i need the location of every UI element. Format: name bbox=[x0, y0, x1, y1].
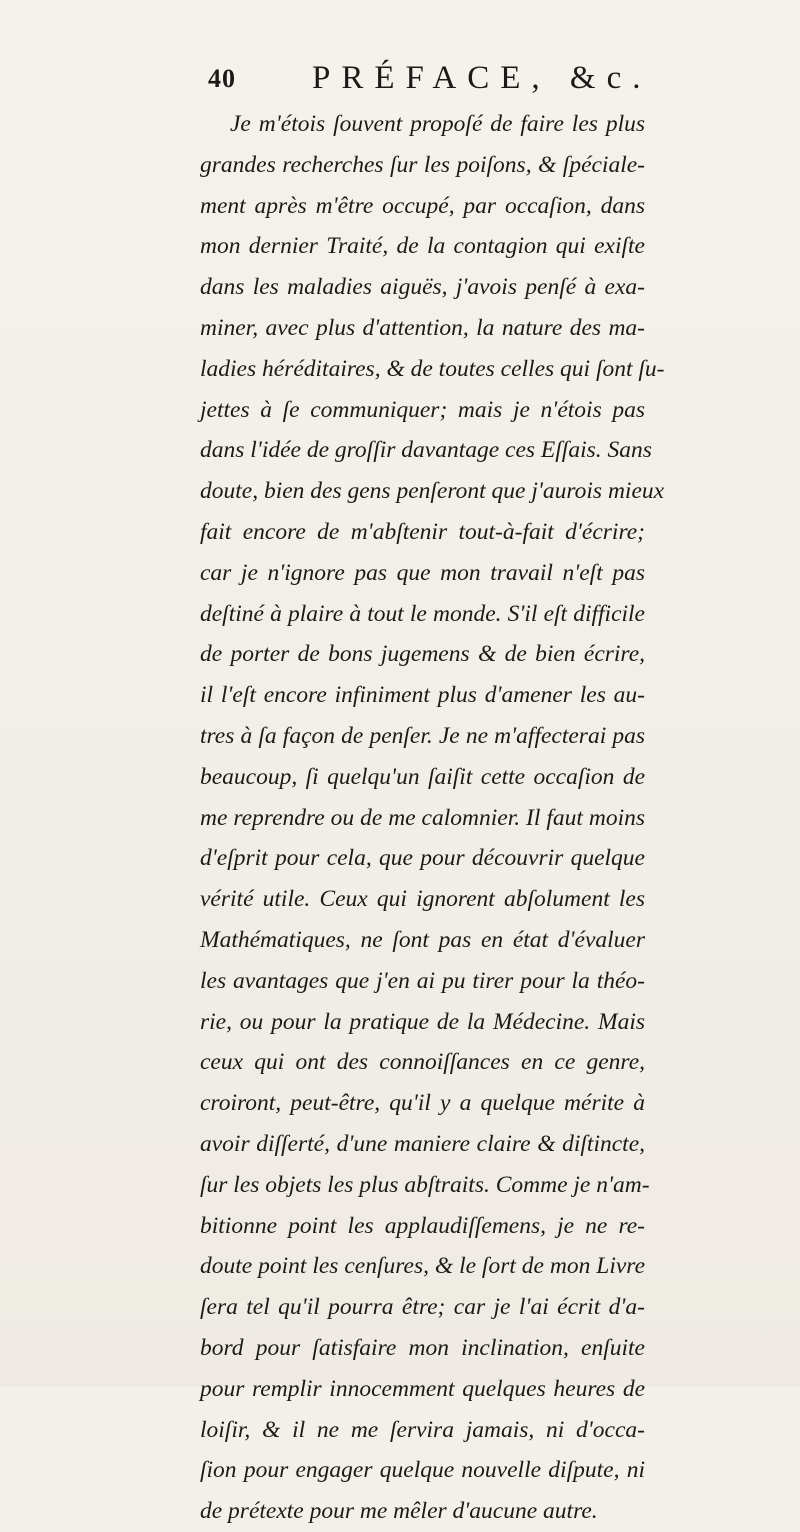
running-head bbox=[208, 60, 688, 104]
text-line: beaucoup, ſi quelqu'un ſaiſit cette occaſion de bbox=[200, 763, 645, 790]
text-line: d'eſprit pour cela, que pour découvrir quelque bbox=[200, 845, 645, 872]
text-line: de porter de bons jugemens & de bien écrire, bbox=[200, 641, 645, 668]
text-line: rie, ou pour la pratique de la Médecine. Mais bbox=[200, 1008, 645, 1035]
text-line: ſion pour engager quelque nouvelle diſpute, ni bbox=[200, 1457, 645, 1484]
text-line: ceux qui ont des connoiſſances en ce genre, bbox=[200, 1049, 645, 1076]
text-line: bitionne point les applaudiſſemens, je ne re- bbox=[200, 1212, 645, 1239]
text-line: ment après m'être occupé, par occaſion, dans bbox=[200, 192, 645, 219]
text-line: miner, avec plus d'attention, la nature des ma- bbox=[200, 314, 645, 341]
text-line: jettes à ſe communiquer; mais je n'étois pas bbox=[200, 396, 645, 423]
text-line: doute point les cenſures, & le ſort de mon Livre bbox=[200, 1253, 645, 1280]
text-line: deſtiné à plaire à tout le monde. S'il eſt difficile bbox=[200, 600, 645, 627]
text-line: doute, bien des gens penſeront que j'aurois mieux bbox=[200, 478, 665, 505]
text-line: dans l'idée de groſſir davantage ces Eſſais. Sans bbox=[200, 437, 652, 464]
text-line: Je m'étois ſouvent propoſé de faire les plus bbox=[230, 111, 645, 137]
running-head-title: PRÉFACE, &c. bbox=[312, 60, 652, 96]
text-line: fait encore de m'abſtenir tout-à-fait d'écrire; bbox=[200, 518, 645, 545]
text-line: me reprendre ou de me calomnier. Il faut moins bbox=[200, 804, 645, 831]
text-line: ſera tel qu'il pourra être; car je l'ai écrit d'a- bbox=[200, 1294, 645, 1321]
text-line: ladies héréditaires, & de toutes celles qui ſont ſu- bbox=[200, 355, 665, 382]
text-line: ſur les objets les plus abſtraits. Comme je n'am- bbox=[200, 1171, 650, 1198]
text-line: mon dernier Traité, de la contagion qui exiſte bbox=[200, 233, 645, 260]
text-line: grandes recherches ſur les poiſons, & ſpéciale- bbox=[200, 151, 645, 178]
text-line: avoir diſſerté, d'une maniere claire & diſtincte, bbox=[200, 1130, 645, 1157]
text-line: bord pour ſatisfaire mon inclination, enſuite bbox=[200, 1334, 645, 1361]
page-number: 40 bbox=[208, 64, 236, 93]
text-line: tres à ſa façon de penſer. Je ne m'affecterai pas bbox=[200, 722, 645, 749]
text-line: Mathématiques, ne ſont pas en état d'évaluer bbox=[200, 926, 645, 953]
text-line: de prétexte pour me mêler d'aucune autre. bbox=[200, 1498, 598, 1525]
text-line: il l'eſt encore infiniment plus d'amener les au- bbox=[200, 682, 645, 709]
text-line: dans les maladies aiguës, j'avois penſé à exa- bbox=[200, 274, 645, 301]
text-line: les avantages que j'en ai pu tirer pour la théo- bbox=[200, 967, 645, 994]
preface-body-text bbox=[200, 104, 665, 1532]
text-line: vérité utile. Ceux qui ignorent abſolument les bbox=[200, 886, 645, 913]
text-line: loiſir, & il ne me ſervira jamais, ni d'occa- bbox=[200, 1416, 645, 1443]
text-line: pour remplir innocemment quelques heures de bbox=[200, 1375, 645, 1402]
text-line: car je n'ignore pas que mon travail n'eſt pas bbox=[200, 559, 645, 586]
text-line: croiront, peut-être, qu'il y a quelque mérite à bbox=[200, 1090, 645, 1117]
